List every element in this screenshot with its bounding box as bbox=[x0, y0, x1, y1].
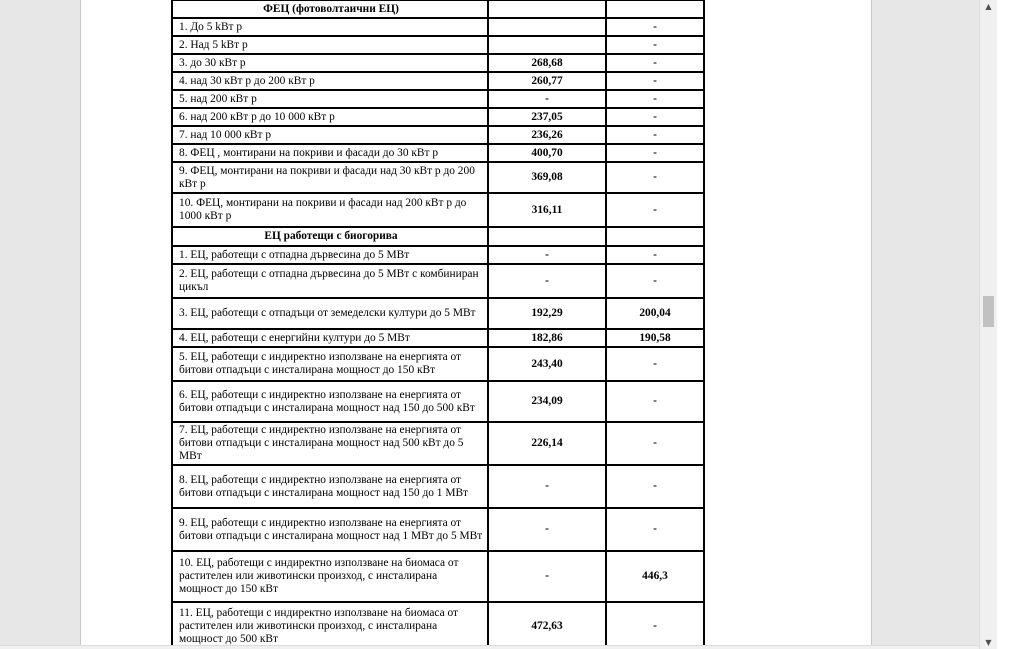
table-row bbox=[172, 162, 704, 193]
row-label: ЕЦ работещи с биогорива bbox=[172, 227, 488, 246]
row-value-2 bbox=[606, 227, 704, 246]
row-value-1: 472,63 bbox=[488, 602, 606, 649]
row-value-2: - bbox=[606, 422, 704, 465]
row-value-1: 236,26 bbox=[488, 126, 606, 144]
window-gutter bbox=[997, 0, 1024, 649]
row-label: 4. ЕЦ, работещи с енергийни култури до 5 МВт bbox=[172, 329, 488, 347]
table-section-header bbox=[172, 227, 704, 246]
table-row bbox=[172, 602, 704, 649]
row-label: 2. ЕЦ, работещи с отпадна дървесина до 5 МВт с комбиниран цикъл bbox=[172, 264, 488, 298]
row-value-2: - bbox=[606, 18, 704, 36]
row-value-2: - bbox=[606, 193, 704, 227]
row-label: 4. над 30 кВт р до 200 кВт р bbox=[172, 72, 488, 90]
row-value-1: - bbox=[488, 508, 606, 551]
row-label: 9. ЕЦ, работещи с индиректно използване на енергията от битови отпадъци с инсталирана мощност над 1 МВт до 5 МВт bbox=[172, 508, 488, 551]
row-value-2: - bbox=[606, 36, 704, 54]
table-row bbox=[172, 36, 704, 54]
row-value-1: - bbox=[488, 90, 606, 108]
row-value-2: 200,04 bbox=[606, 298, 704, 329]
row-value-1 bbox=[488, 18, 606, 36]
row-value-1: 182,86 bbox=[488, 329, 606, 347]
row-value-2: - bbox=[606, 54, 704, 72]
table-row bbox=[172, 144, 704, 162]
row-label: 7. над 10 000 кВт р bbox=[172, 126, 488, 144]
row-value-2: 446,3 bbox=[606, 551, 704, 602]
table-row bbox=[172, 422, 704, 465]
table-row bbox=[172, 347, 704, 381]
row-value-1: 316,11 bbox=[488, 193, 606, 227]
row-value-2: - bbox=[606, 347, 704, 381]
row-label: 6. ЕЦ, работещи с индиректно използване на енергията от битови отпадъци с инсталирана мощност над 150 до 500 кВт bbox=[172, 381, 488, 422]
row-value-2: - bbox=[606, 465, 704, 508]
table-row bbox=[172, 72, 704, 90]
tariff-table bbox=[171, 0, 705, 649]
row-value-2: - bbox=[606, 264, 704, 298]
table-row bbox=[172, 90, 704, 108]
row-value-1 bbox=[488, 227, 606, 246]
row-label: ФЕЦ (фотоволтаични ЕЦ) bbox=[172, 0, 488, 18]
table-row bbox=[172, 246, 704, 264]
row-value-1: 400,70 bbox=[488, 144, 606, 162]
table-row bbox=[172, 18, 704, 36]
row-value-1: - bbox=[488, 264, 606, 298]
row-value-2: - bbox=[606, 246, 704, 264]
scroll-up-icon[interactable]: ▲ bbox=[985, 2, 992, 11]
table-row bbox=[172, 126, 704, 144]
row-value-1 bbox=[488, 36, 606, 54]
row-label: 6. над 200 кВт р до 10 000 кВт р bbox=[172, 108, 488, 126]
scrollbar-thumb[interactable] bbox=[983, 296, 994, 327]
horizontal-scrollbar-edge[interactable] bbox=[0, 645, 979, 649]
row-value-1: 226,14 bbox=[488, 422, 606, 465]
row-label: 11. ЕЦ, работещи с индиректно използване на биомаса от растителен или животински произход, с инсталирана мощност до 500 кВт bbox=[172, 602, 488, 649]
row-value-1 bbox=[488, 0, 606, 18]
row-value-1: 192,29 bbox=[488, 298, 606, 329]
row-label: 10. ФЕЦ, монтирани на покриви и фасади над 200 кВт р до 1000 кВт р bbox=[172, 193, 488, 227]
table-row bbox=[172, 108, 704, 126]
row-label: 3. ЕЦ, работещи с отпадъци от земеделски култури до 5 МВт bbox=[172, 298, 488, 329]
table-row bbox=[172, 54, 704, 72]
row-value-1: 237,05 bbox=[488, 108, 606, 126]
row-value-1: 243,40 bbox=[488, 347, 606, 381]
scroll-down-icon[interactable]: ▼ bbox=[985, 638, 992, 647]
row-value-2: - bbox=[606, 108, 704, 126]
row-value-2: - bbox=[606, 144, 704, 162]
row-value-1: 260,77 bbox=[488, 72, 606, 90]
row-value-1: 234,09 bbox=[488, 381, 606, 422]
row-value-1: - bbox=[488, 246, 606, 264]
row-label: 8. ЕЦ, работещи с индиректно използване на енергията от битови отпадъци с инсталирана мощност над 150 до 1 МВт bbox=[172, 465, 488, 508]
row-value-2: 190,58 bbox=[606, 329, 704, 347]
row-label: 9. ФЕЦ, монтирани на покриви и фасади над 30 кВт р до 200 кВт р bbox=[172, 162, 488, 193]
row-label: 1. До 5 kВт р bbox=[172, 18, 488, 36]
table-row bbox=[172, 508, 704, 551]
vertical-scrollbar[interactable] bbox=[979, 0, 997, 649]
row-label: 7. ЕЦ, работещи с индиректно използване на енергията от битови отпадъци с инсталирана мощност над 500 кВт до 5 МВт bbox=[172, 422, 488, 465]
row-label: 3. до 30 кВт р bbox=[172, 54, 488, 72]
table-row bbox=[172, 193, 704, 227]
table-row bbox=[172, 465, 704, 508]
row-label: 10. ЕЦ, работещи с индиректно използване на биомаса от растителен или животински произход, с инсталирана мощност до 150 кВт bbox=[172, 551, 488, 602]
row-value-2: - bbox=[606, 162, 704, 193]
row-value-2: - bbox=[606, 381, 704, 422]
table-section-header bbox=[172, 0, 704, 18]
row-label: 5. ЕЦ, работещи с индиректно използване на енергията от битови отпадъци с инсталирана мощност до 150 кВт bbox=[172, 347, 488, 381]
table-row bbox=[172, 381, 704, 422]
document-page bbox=[80, 0, 872, 649]
row-value-2: - bbox=[606, 126, 704, 144]
row-label: 1. ЕЦ, работещи с отпадна дървесина до 5 МВт bbox=[172, 246, 488, 264]
table-row bbox=[172, 298, 704, 329]
row-value-1: - bbox=[488, 551, 606, 602]
table-row bbox=[172, 264, 704, 298]
table-row bbox=[172, 551, 704, 602]
row-value-2: - bbox=[606, 72, 704, 90]
row-value-1: - bbox=[488, 465, 606, 508]
row-label: 8. ФЕЦ , монтирани на покриви и фасади до 30 кВт р bbox=[172, 144, 488, 162]
row-value-1: 268,68 bbox=[488, 54, 606, 72]
table-row bbox=[172, 329, 704, 347]
row-value-2: - bbox=[606, 508, 704, 551]
row-label: 2. Над 5 kВт р bbox=[172, 36, 488, 54]
row-label: 5. над 200 кВт р bbox=[172, 90, 488, 108]
row-value-1: 369,08 bbox=[488, 162, 606, 193]
row-value-2: - bbox=[606, 90, 704, 108]
row-value-2: - bbox=[606, 602, 704, 649]
row-value-2 bbox=[606, 0, 704, 18]
